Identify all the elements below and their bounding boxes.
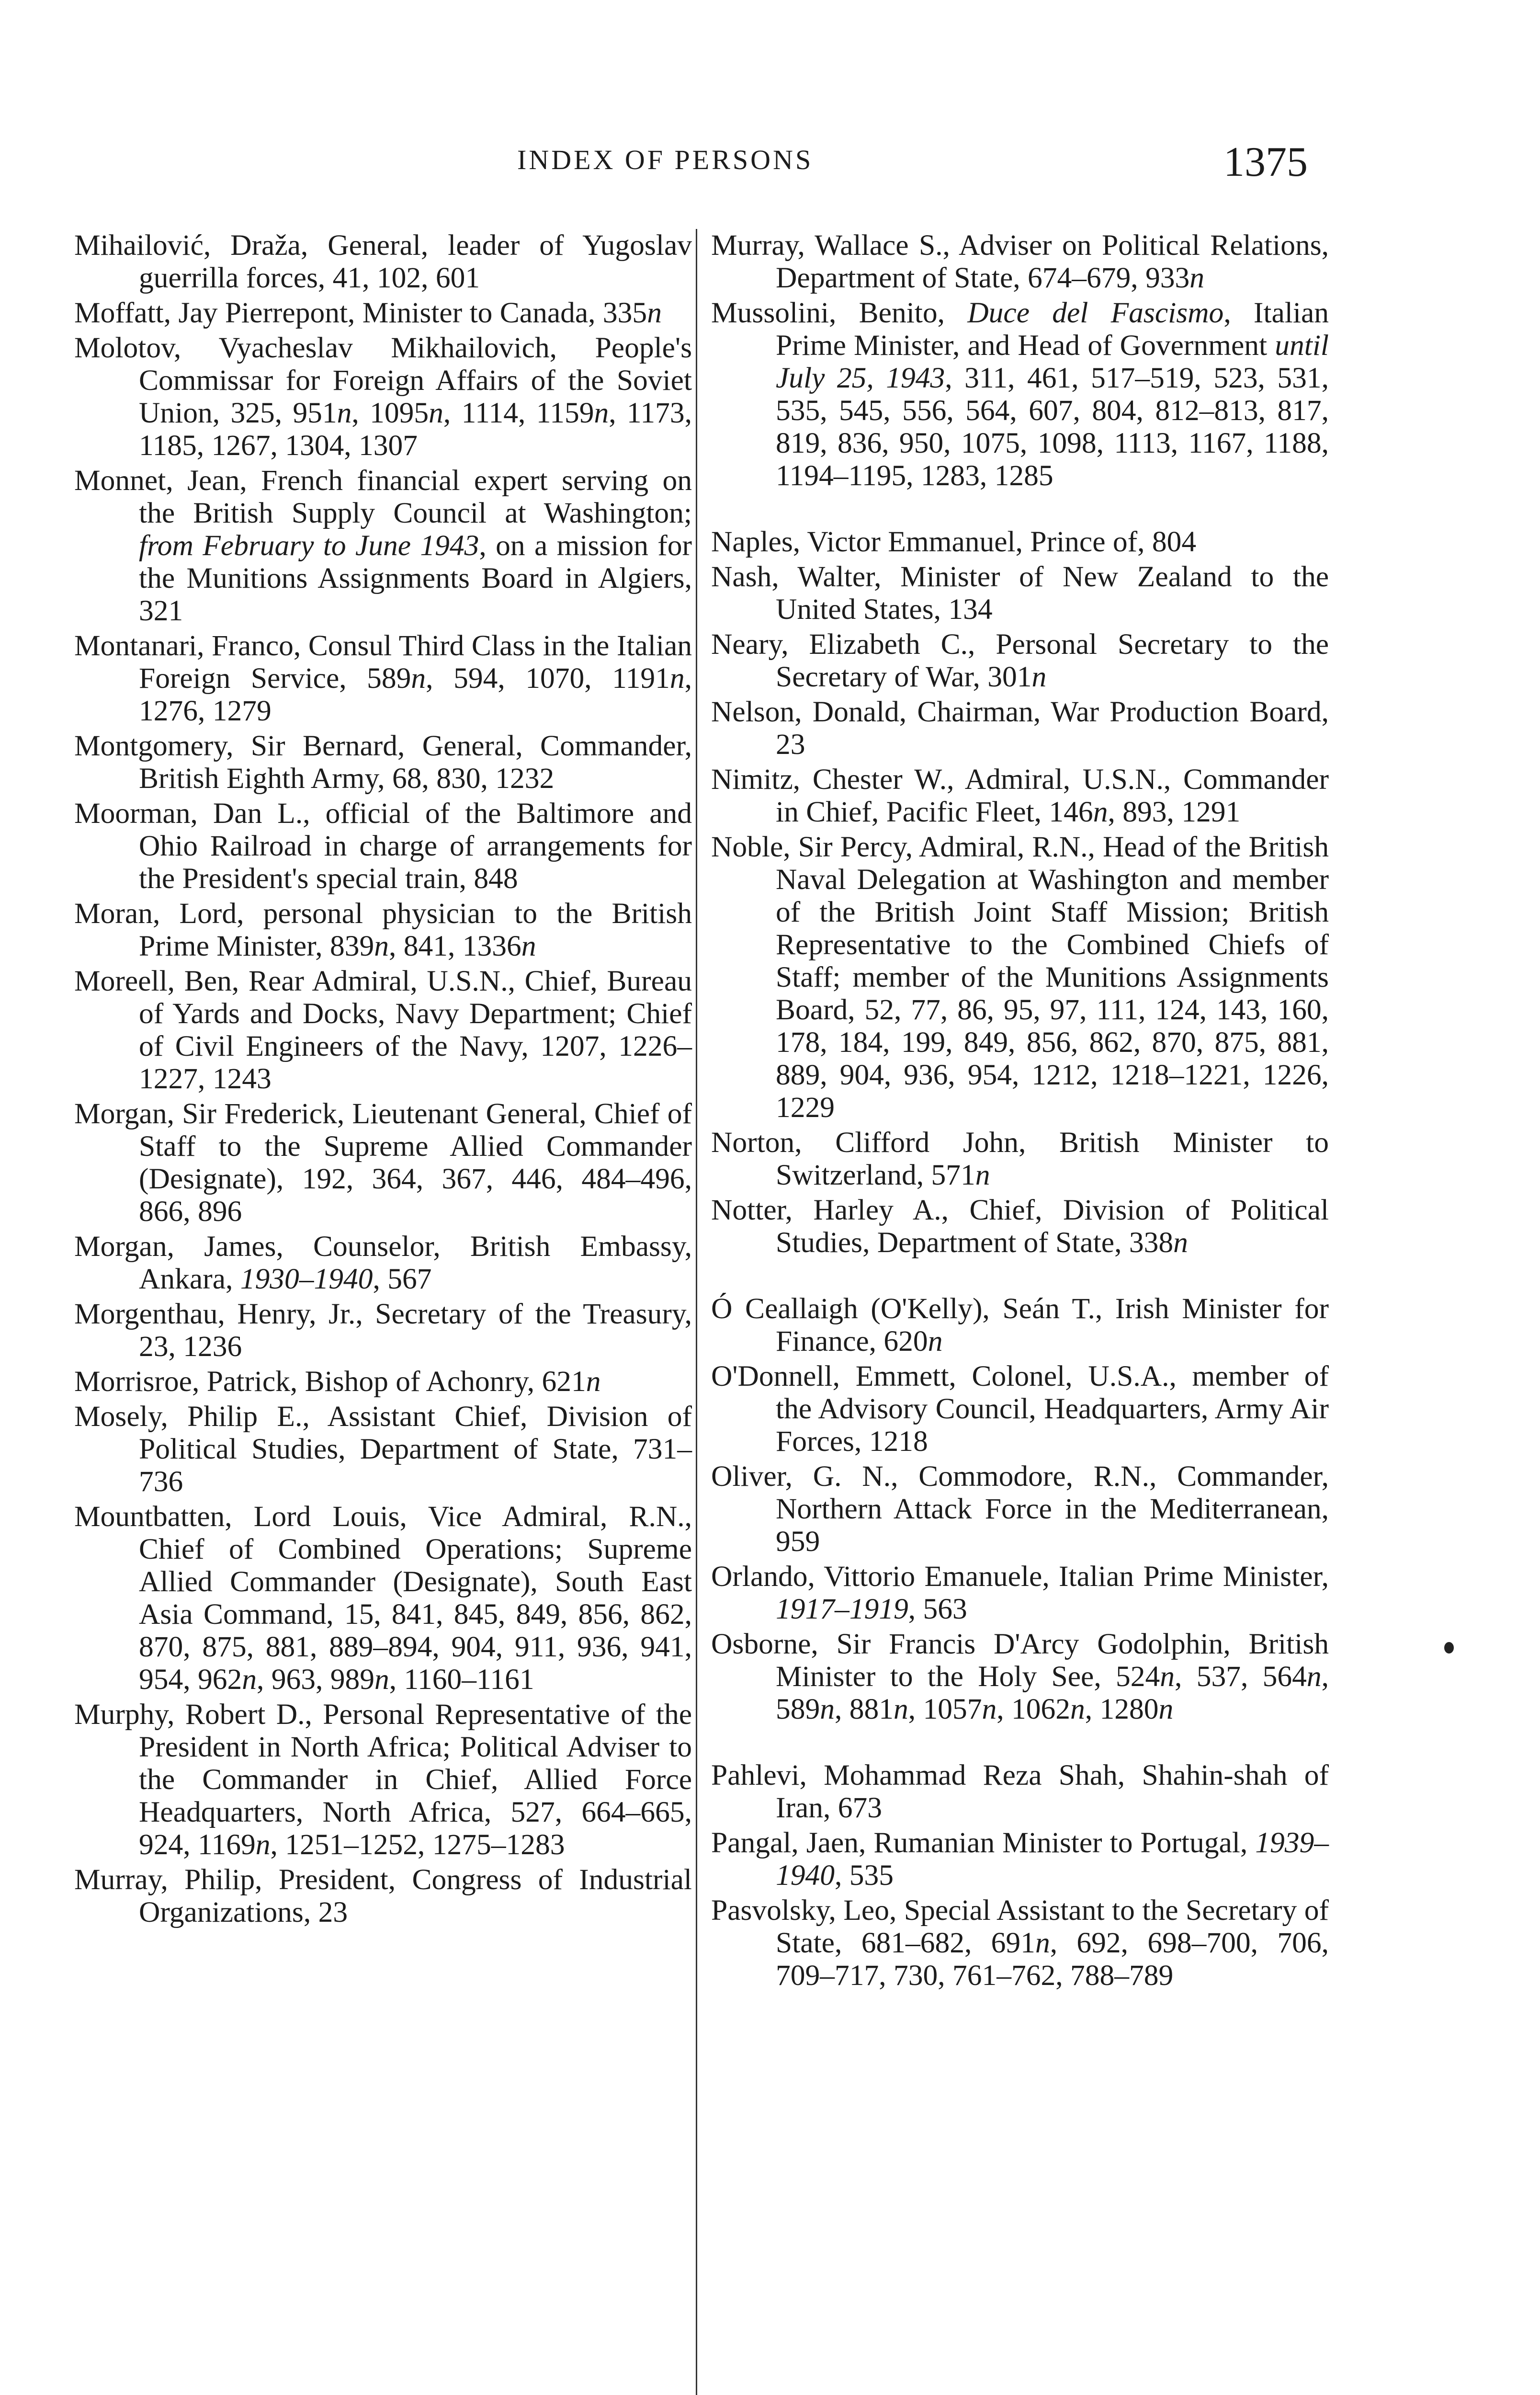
index-entry: Nash, Walter, Minister of New Zealand to the United States, 134 — [711, 560, 1329, 626]
page-header — [0, 139, 1540, 201]
page-number: 1375 — [1223, 139, 1308, 185]
index-entry: Morgenthau, Henry, Jr., Secretary of the Treasury, 23, 1236 — [74, 1298, 692, 1363]
index-entry: Mussolini, Benito, Duce del Fascismo, Italian Prime Minister, and Head of Government until July 25, 1943, 311, 461, 517–519, 523, 531, 535, 545, 556, 564, 607, 804, 812–813, 817, 819, 836, 950, 1075, 1098, 1113, 1167, 1188, 1194–1195, 1283, 1285 — [711, 297, 1329, 492]
column-divider — [696, 229, 697, 2395]
index-entry: O'Donnell, Emmett, Colonel, U.S.A., member of the Advisory Council, Headquarters, Army Air Forces, 1218 — [711, 1360, 1329, 1458]
index-entry: Moran, Lord, personal physician to the British Prime Minister, 839n, 841, 1336n — [74, 897, 692, 962]
index-entry: Murray, Wallace S., Adviser on Political Relations, Department of State, 674–679, 933n — [711, 229, 1329, 294]
index-entry: Pangal, Jaen, Rumanian Minister to Portugal, 1939–1940, 535 — [711, 1826, 1329, 1892]
index-entry: Ó Ceallaigh (O'Kelly), Seán T., Irish Minister for Finance, 620n — [711, 1292, 1329, 1357]
index-entry: Noble, Sir Percy, Admiral, R.N., Head of the British Naval Delegation at Washington and member of the British Joint Staff Mission; British Representative to the Combined Chiefs of Staff; member of the Munitions Assignments Board, 52, 77, 86, 95, 97, 111, 124, 143, 160, 178, 184, 199, 849, 856, 862, 870, 875, 881, 889, 904, 936, 954, 1212, 1218–1221, 1226, 1229 — [711, 831, 1329, 1124]
index-entry: Moreell, Ben, Rear Admiral, U.S.N., Chief, Bureau of Yards and Docks, Navy Department; Chief of Civil Engineers of the Navy, 1207, 1226–1227, 1243 — [74, 965, 692, 1095]
index-entry: Osborne, Sir Francis D'Arcy Godolphin, British Minister to the Holy See, 524n, 537, 564n, 589n, 881n, 1057n, 1062n, 1280n — [711, 1628, 1329, 1725]
index-column-right — [711, 229, 1329, 1994]
index-entry: Murray, Philip, President, Congress of Industrial Organizations, 23 — [74, 1863, 692, 1928]
index-entry: Moffatt, Jay Pierrepont, Minister to Canada, 335n — [74, 297, 662, 329]
index-entry: Pasvolsky, Leo, Special Assistant to the Secretary of State, 681–682, 691n, 692, 698–700, 706, 709–717, 730, 761–762, 788–789 — [711, 1894, 1329, 1992]
index-entry: Montanari, Franco, Consul Third Class in the Italian Foreign Service, 589n, 594, 1070, 1191n, 1276, 1279 — [74, 629, 692, 727]
index-entry: Morgan, James, Counselor, British Embassy, Ankara, 1930–1940, 567 — [74, 1230, 692, 1295]
index-entry: Morgan, Sir Frederick, Lieutenant General, Chief of Staff to the Supreme Allied Commander (Designate), 192, 364, 367, 446, 484–496, 866, 896 — [74, 1097, 692, 1228]
index-entry: Monnet, Jean, French financial expert serving on the British Supply Council at Washington; from February to June 1943, on a mission for the Munitions Assignments Board in Algiers, 321 — [74, 464, 692, 627]
index-entry: Mosely, Philip E., Assistant Chief, Division of Political Studies, Department of State, 731–736 — [74, 1400, 692, 1498]
index-entry: Mountbatten, Lord Louis, Vice Admiral, R.N., Chief of Combined Operations; Supreme Allied Commander (Designate), South East Asia Command, 15, 841, 845, 849, 856, 862, 870, 875, 881, 889–894, 904, 911, 936, 941, 954, 962n, 963, 989n, 1160–1161 — [74, 1500, 692, 1696]
index-entry: Murphy, Robert D., Personal Representative of the President in North Africa; Political Adviser to the Commander in Chief, Allied Force Headquarters, North Africa, 527, 664–665, 924, 1169n, 1251–1252, 1275–1283 — [74, 1698, 692, 1861]
index-entry: Notter, Harley A., Chief, Division of Political Studies, Department of State, 338n — [711, 1194, 1329, 1259]
index-entry: Mihailović, Draža, General, leader of Yugoslav guerrilla forces, 41, 102, 601 — [74, 229, 692, 294]
index-entry: Molotov, Vyacheslav Mikhailovich, People's Commissar for Foreign Affairs of the Soviet Union, 325, 951n, 1095n, 1114, 1159n, 1173, 1185, 1267, 1304, 1307 — [74, 331, 692, 462]
index-column-left — [74, 229, 692, 1931]
index-entry: Naples, Victor Emmanuel, Prince of, 804 — [711, 525, 1197, 558]
running-title: INDEX OF PERSONS — [517, 144, 814, 175]
index-entry: Montgomery, Sir Bernard, General, Commander, British Eighth Army, 68, 830, 1232 — [74, 730, 692, 795]
index-entry: Nimitz, Chester W., Admiral, U.S.N., Commander in Chief, Pacific Fleet, 146n, 893, 1291 — [711, 763, 1329, 828]
index-entry: Moorman, Dan L., official of the Baltimore and Ohio Railroad in charge of arrangements for the President's special train, 848 — [74, 797, 692, 895]
index-entry: Pahlevi, Mohammad Reza Shah, Shahin-shah of Iran, 673 — [711, 1759, 1329, 1824]
index-entry: Orlando, Vittorio Emanuele, Italian Prime Minister, 1917–1919, 563 — [711, 1560, 1329, 1625]
index-entry: Neary, Elizabeth C., Personal Secretary to the Secretary of War, 301n — [711, 628, 1329, 693]
index-entry: Morrisroe, Patrick, Bishop of Achonry, 621n — [74, 1365, 601, 1398]
stray-ink-dot — [1444, 1642, 1454, 1654]
index-entry: Nelson, Donald, Chairman, War Production Board, 23 — [711, 696, 1329, 761]
index-entry: Norton, Clifford John, British Minister to Switzerland, 571n — [711, 1126, 1329, 1191]
index-entry: Oliver, G. N., Commodore, R.N., Commander, Northern Attack Force in the Mediterranean, 959 — [711, 1460, 1329, 1558]
